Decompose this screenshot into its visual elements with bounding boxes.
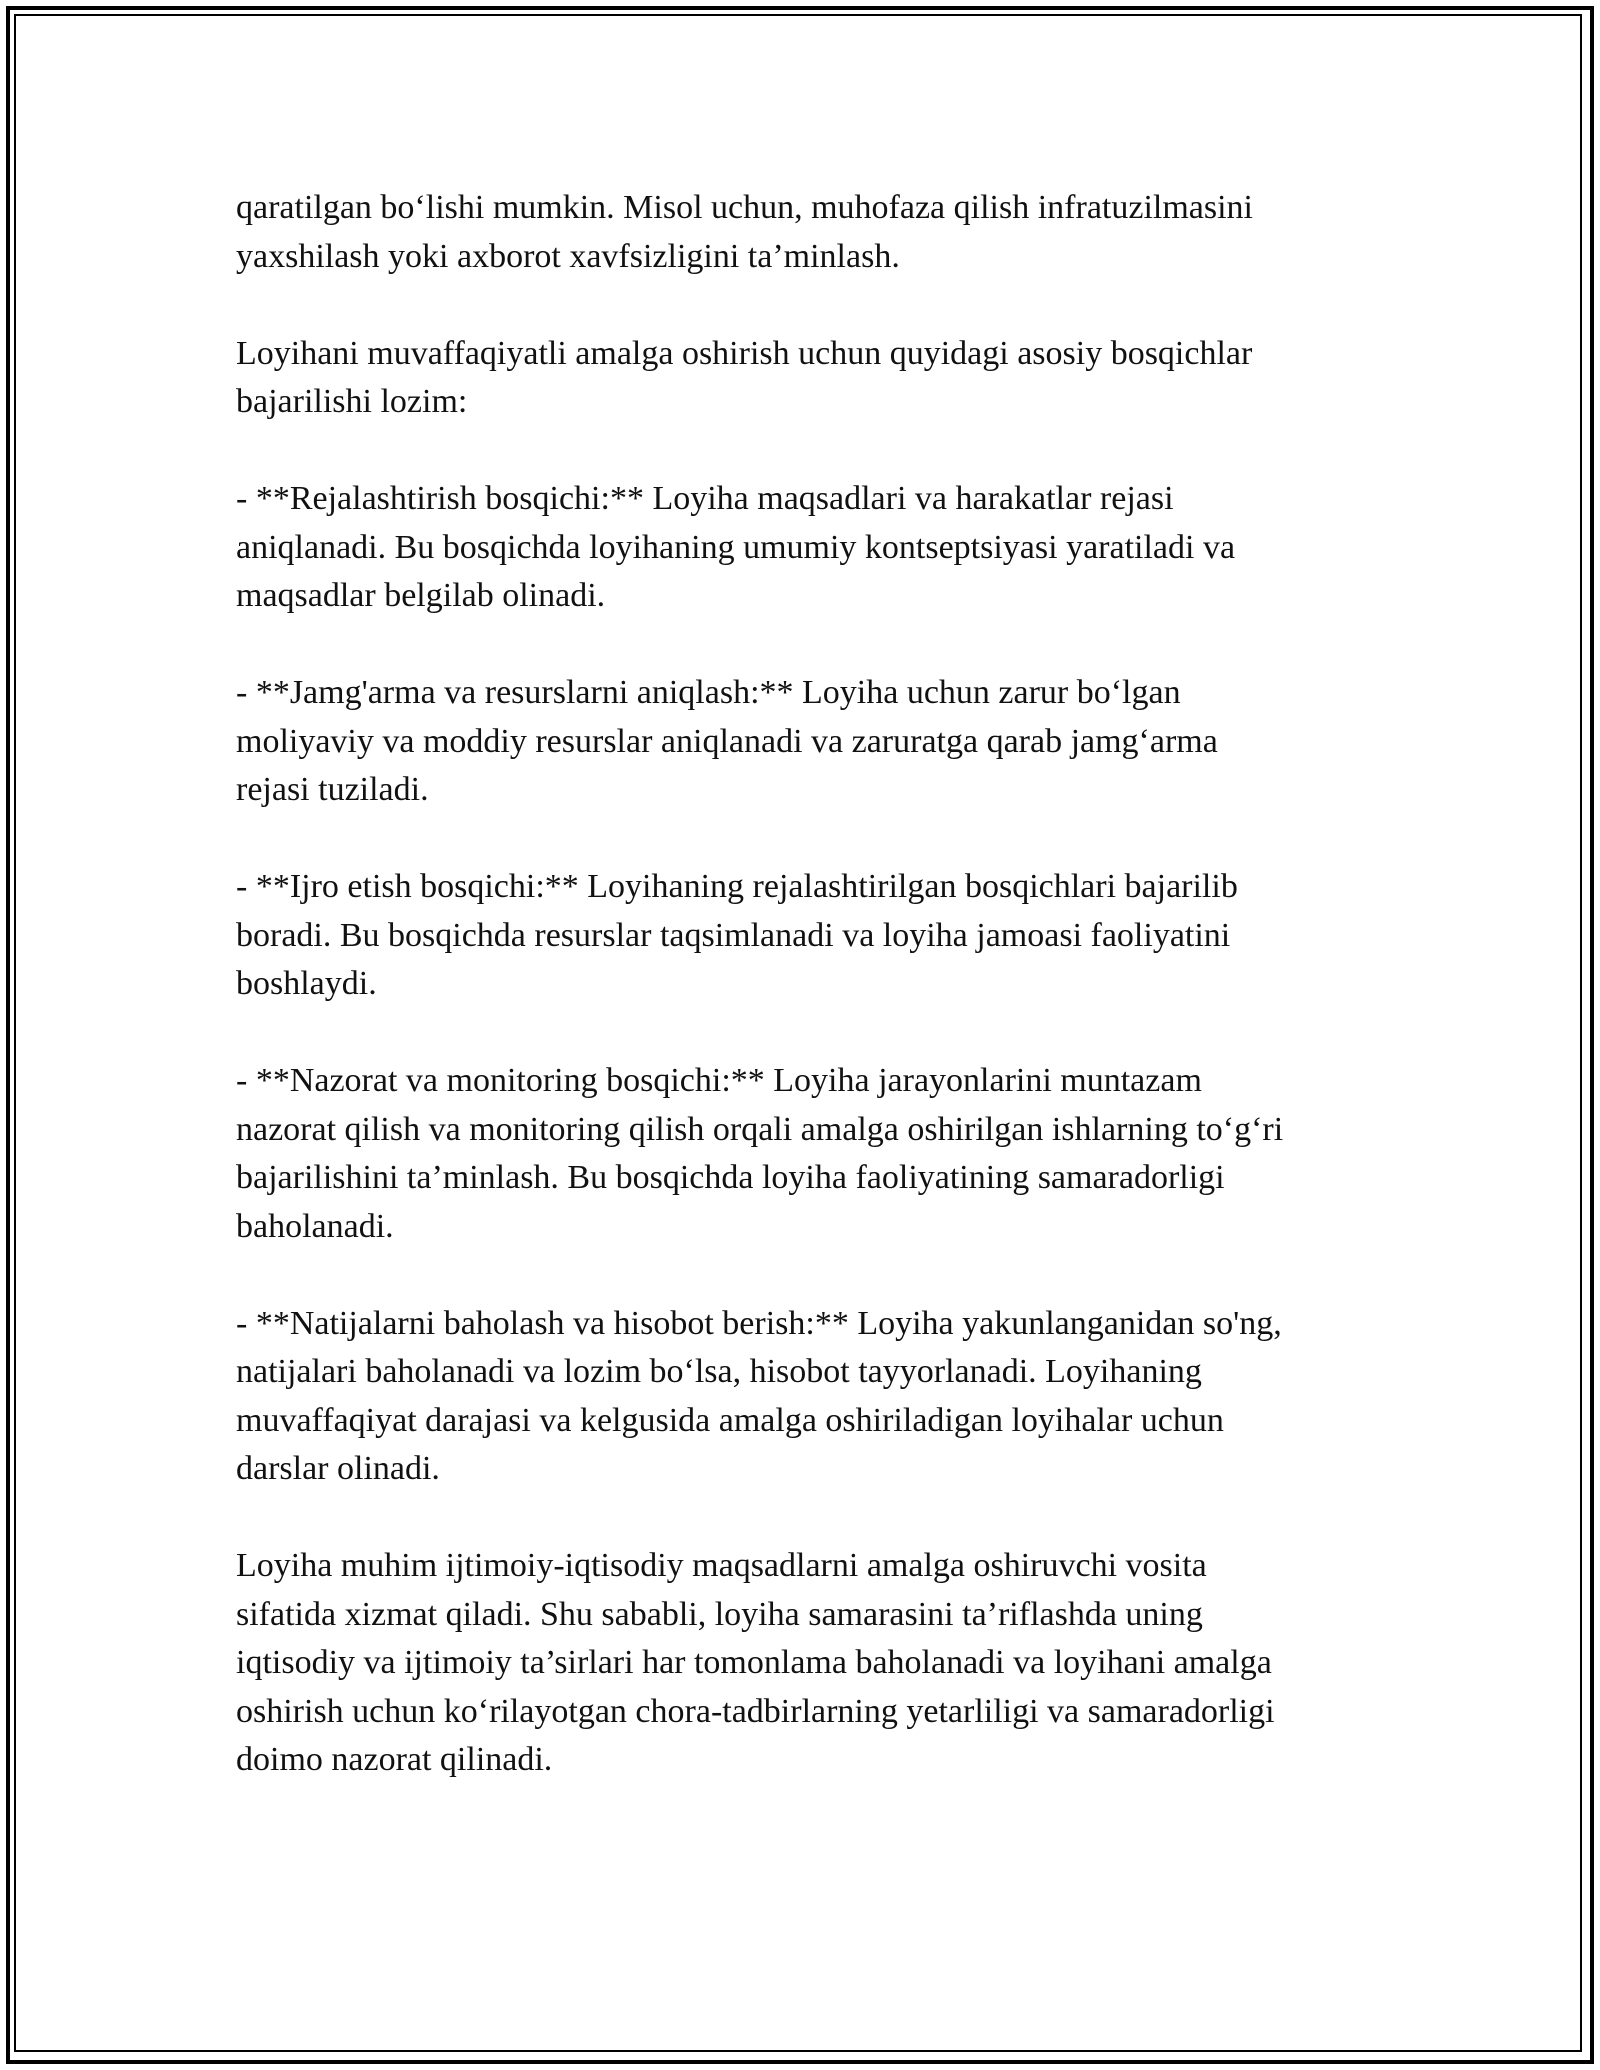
list-item-planning-stage: - **Rejalashtirish bosqichi:** Loyiha maqsadlari va harakatlar rejasi aniqlanadi. Bu bosqichda loyihaning umumiy kontseptsiyasi yaratiladi va maqsadlar belgilab olinadi. bbox=[236, 480, 1236, 614]
paragraph-intro-continuation: qaratilgan bo‘lishi mumkin. Misol uchun, muhofaza qilish infratuzilmasini yaxshilash yoki axborot xavfsizligini ta’minlash. bbox=[236, 189, 1253, 275]
paragraph-stages-intro: Loyihani muvaffaqiyatli amalga oshirish uchun quyidagi asosiy bosqichlar bajarilishi lozim: bbox=[236, 334, 1253, 420]
list-item-execution-stage: - **Ijro etish bosqichi:** Loyihaning rejalashtirilgan bosqichlari bajarilib boradi. Bu bosqichda resurslar taqsimlanadi va loyiha jamoasi faoliyatini boshlaydi. bbox=[236, 868, 1238, 1002]
list-item-monitoring-stage: - **Nazorat va monitoring bosqichi:** Loyiha jarayonlarini muntazam nazorat qilish va monitoring qilish orqali amalga oshirilgan ishlarning to‘g‘ri bajarilishini ta’minlash. Bu bosqichda loyiha faoliyatining samaradorligi baholanadi. bbox=[236, 1062, 1284, 1245]
list-item-funding-resources: - **Jamg'arma va resurslarni aniqlash:** Loyiha uchun zarur bo‘lgan moliyaviy va moddiy resurslar aniqlanadi va zaruratga qarab jamg‘arma rejasi tuziladi. bbox=[236, 674, 1218, 808]
document-body bbox=[236, 184, 1376, 1785]
list-item-evaluation-reporting: - **Natijalarni baholash va hisobot berish:** Loyiha yakunlanganidan so'ng, natijalari baholanadi va lozim bo‘lsa, hisobot tayyorlanadi. Loyihaning muvaffaqiyat darajasi va kelgusida amalga oshiriladigan loyihalar uchun darslar olinadi. bbox=[236, 1304, 1282, 1487]
paragraph-conclusion: Loyiha muhim ijtimoiy-iqtisodiy maqsadlarni amalga oshiruvchi vosita sifatida xizmat qiladi. Shu sababli, loyiha samarasini ta’riflashda uning iqtisodiy va ijtimoiy ta’sirlari har tomonlama baholanadi va loyihani amalga oshirish uchun ko‘rilayotgan chora-tadbirlarning yetarliligi va samaradorligi doimo nazorat qilinadi. bbox=[236, 1547, 1275, 1778]
